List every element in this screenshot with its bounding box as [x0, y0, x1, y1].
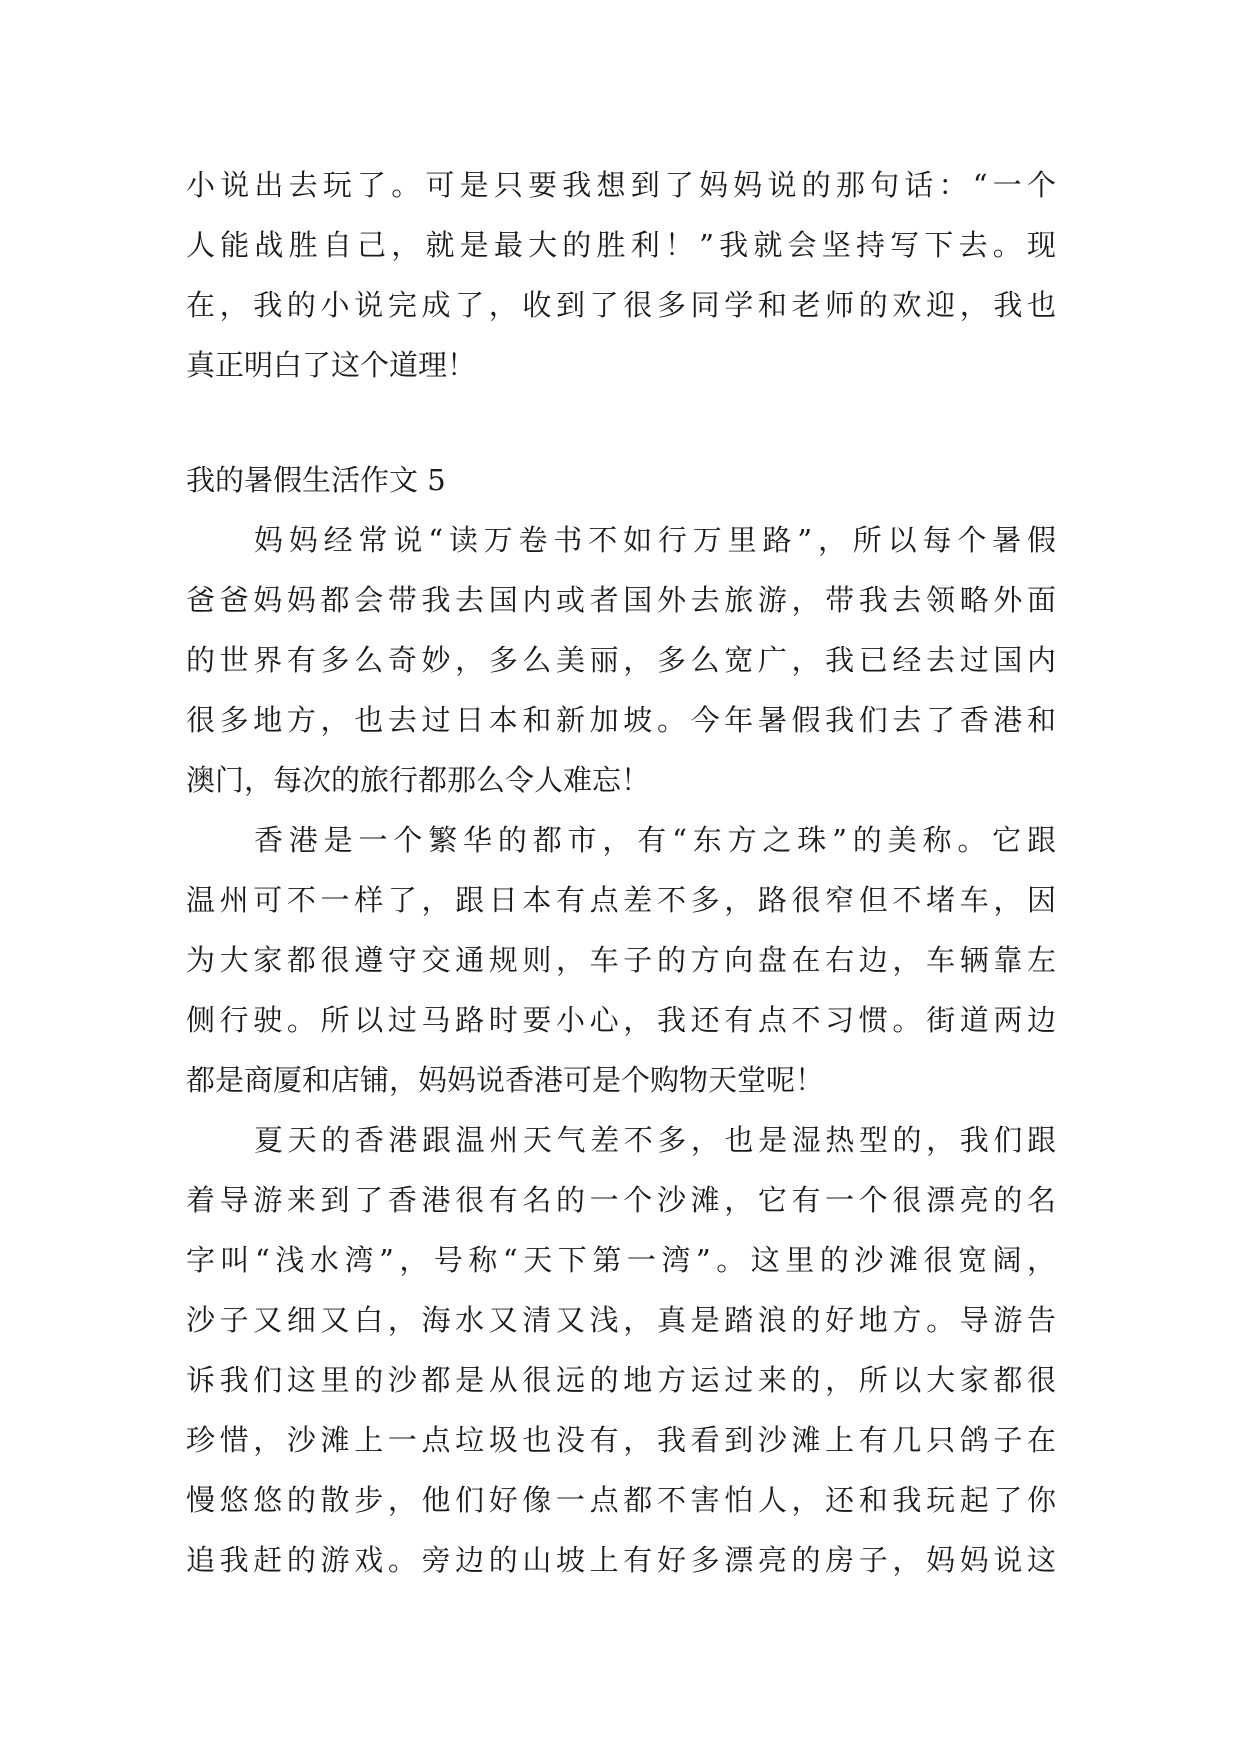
paragraph-line: 人能战胜自己，就是最大的胜利！”我就会坚持写下去。现 [186, 228, 1056, 262]
paragraph-line: 字叫“浅水湾”，号称“天下第一湾”。这里的沙滩很宽阔， [186, 1243, 1056, 1277]
paragraph-line: 诉我们这里的沙都是从很远的地方运过来的，所以大家都很 [186, 1363, 1056, 1397]
paragraph-line: 夏天的香港跟温州天气差不多，也是湿热型的，我们跟 [254, 1123, 1056, 1157]
paragraph-line: 沙子又细又白，海水又清又浅，真是踏浪的好地方。导游告 [186, 1303, 1056, 1337]
paragraph-line: 温州可不一样了，跟日本有点差不多，路很窄但不堵车，因 [186, 883, 1056, 917]
paragraph-line: 香港是一个繁华的都市，有“东方之珠”的美称。它跟 [254, 823, 1056, 857]
paragraph-line: 澳门，每次的旅行都那么令人难忘！ [186, 763, 651, 797]
paragraph-line: 着导游来到了香港很有名的一个沙滩，它有一个很漂亮的名 [186, 1183, 1056, 1217]
section-heading: 我的暑假生活作文 5 [186, 463, 446, 497]
paragraph-line: 很多地方，也去过日本和新加坡。今年暑假我们去了香港和 [186, 703, 1056, 737]
paragraph-line: 小说出去玩了。可是只要我想到了妈妈说的那句话：“一个 [186, 168, 1056, 202]
paragraph-line: 慢悠悠的散步，他们好像一点都不害怕人，还和我玩起了你 [186, 1483, 1056, 1517]
paragraph-line: 都是商厦和店铺，妈妈说香港可是个购物天堂呢！ [186, 1063, 825, 1097]
paragraph-line: 追我赶的游戏。旁边的山坡上有好多漂亮的房子，妈妈说这 [186, 1543, 1056, 1577]
paragraph-line: 在，我的小说完成了，收到了很多同学和老师的欢迎，我也 [186, 288, 1056, 322]
paragraph-line: 的世界有多么奇妙，多么美丽，多么宽广，我已经去过国内 [186, 643, 1056, 677]
paragraph-line: 为大家都很遵守交通规则，车子的方向盘在右边，车辆靠左 [186, 943, 1056, 977]
paragraph-line: 侧行驶。所以过马路时要小心，我还有点不习惯。街道两边 [186, 1003, 1056, 1037]
paragraph-line: 真正明白了这个道理！ [186, 348, 477, 382]
paragraph-line: 妈妈经常说“读万卷书不如行万里路”，所以每个暑假 [254, 523, 1056, 557]
paragraph-line: 珍惜，沙滩上一点垃圾也没有，我看到沙滩上有几只鸽子在 [186, 1423, 1056, 1457]
paragraph-line: 爸爸妈妈都会带我去国内或者国外去旅游，带我去领略外面 [186, 583, 1056, 617]
